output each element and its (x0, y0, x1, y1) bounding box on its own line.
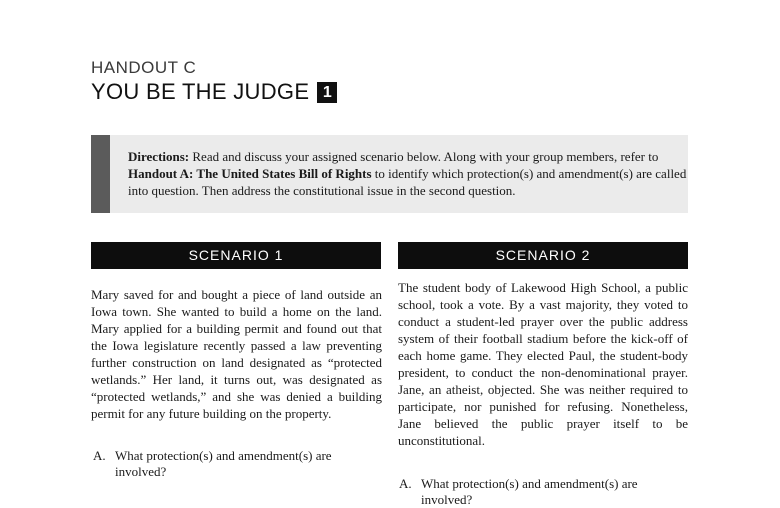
title-row (91, 79, 337, 105)
question-text: What protection(s) and amendment(s) are involved? (115, 448, 332, 479)
question-text: What protection(s) and amendment(s) are involved? (421, 476, 638, 507)
scenario-1-heading: SCENARIO 1 (91, 242, 381, 269)
question-letter: A. (93, 448, 106, 463)
directions-text-part-1: Read and discuss your assigned scenario below. Along with your group members, refer to (189, 149, 659, 164)
directions-text (128, 148, 688, 199)
handout-label: HANDOUT C (91, 58, 197, 77)
directions-text-part-2: to identify which protection(s) and amendment(s) are called into question. Then address the constitutional issue in the second question. (128, 166, 687, 198)
directions-label: Directions: (128, 149, 190, 164)
directions-reference: Handout A: The United States Bill of Rights (128, 166, 372, 181)
scenario-2-body: The student body of Lakewood High School, a public school, took a vote. By a vast majority, they voted to conduct a student-led prayer over the public address system of their football stadium before the kick-off of each home game. They elected Paul, the student-body president, to conduct the non-denominational prayer. Jane, an atheist, objected. She was neither required to participate, nor punished for refusing. Nonetheless, Jane believed the public prayer itself to be unconstitutional. (398, 280, 688, 448)
scenario-2-heading: SCENARIO 2 (398, 242, 688, 269)
page-title: YOU BE THE JUDGE (91, 79, 310, 104)
handout-number-badge: 1 (317, 82, 337, 103)
directions-box (91, 135, 688, 213)
scenario-1-body: Mary saved for and bought a piece of land outside an Iowa town. She wanted to build a home on the land. Mary applied for a building permit and found out that the Iowa legislature recently passed a law preventing further construction on land designated as “protected wetlands.” Her land, it turns out, was designated as “protected wetlands,” and she was denied a building permit for any future building on the property. (91, 287, 382, 421)
scenario-2-question (399, 476, 679, 508)
question-letter: A. (399, 476, 412, 491)
scenario-1-question (93, 448, 363, 480)
